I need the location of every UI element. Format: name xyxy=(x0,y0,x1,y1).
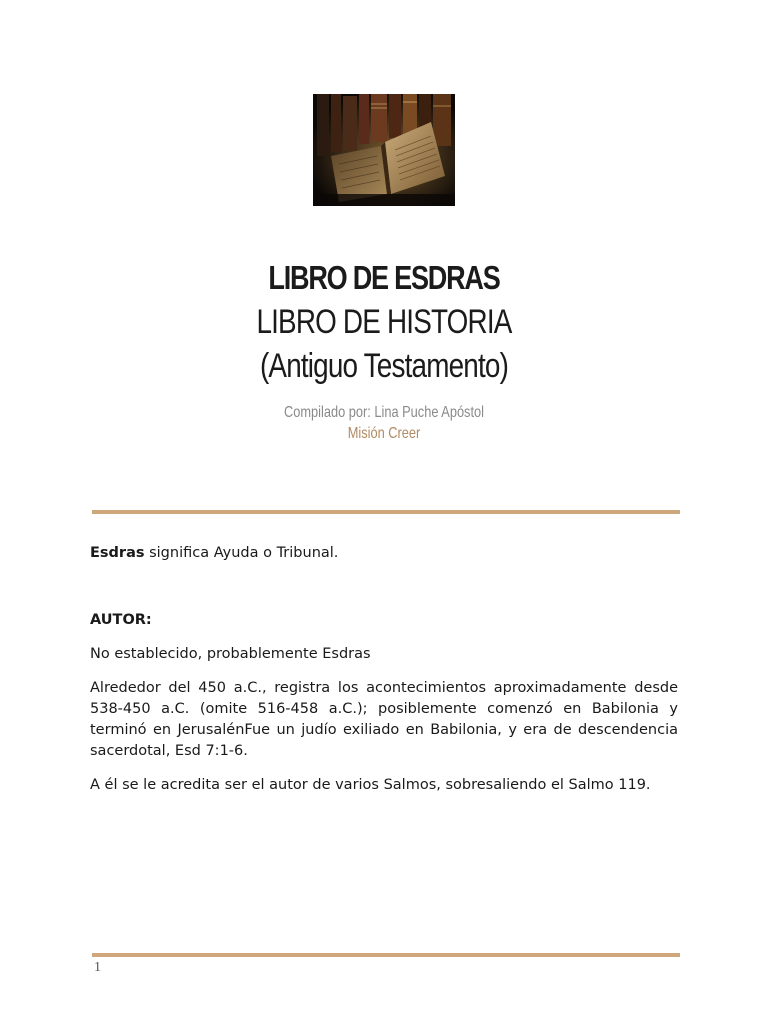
document-subtitle: LIBRO DE HISTORIA xyxy=(256,303,512,341)
document-title: LIBRO DE ESDRAS xyxy=(268,259,500,296)
author-heading: AUTOR: xyxy=(90,612,152,628)
meaning-term: Esdras xyxy=(90,545,145,561)
compiled-by: Compilado por: Lina Puche Apóstol xyxy=(284,404,484,421)
meaning-paragraph xyxy=(90,543,678,564)
top-divider xyxy=(92,510,680,514)
bottom-divider xyxy=(92,953,680,957)
document-testament: (Antiguo Testamento) xyxy=(259,347,509,385)
author-paragraph: No establecido, probablemente Esdras xyxy=(90,646,371,662)
body-content xyxy=(90,543,678,796)
date-paragraph: Alrededor del 450 a.C., registra los acontecimientos aproximadamente desde 538-450 a.C. (omite 516-458 a.C.); posiblemente comenzó en Babilonia y terminó en JerusalénFue un judío exiliado en Babilonia, y era de descendencia sacerdotal, Esd 7:1-6. xyxy=(90,680,678,759)
old-books-photo-icon xyxy=(313,94,455,206)
psalms-paragraph: A él se le acredita ser el autor de varios Salmos, sobresaliendo el Salmo 119. xyxy=(90,777,651,793)
mission-name: Misión Creer xyxy=(347,425,421,442)
title-block xyxy=(0,256,768,388)
page-number: 1 xyxy=(94,960,101,975)
meaning-text: significa Ayuda o Tribunal. xyxy=(144,545,339,561)
